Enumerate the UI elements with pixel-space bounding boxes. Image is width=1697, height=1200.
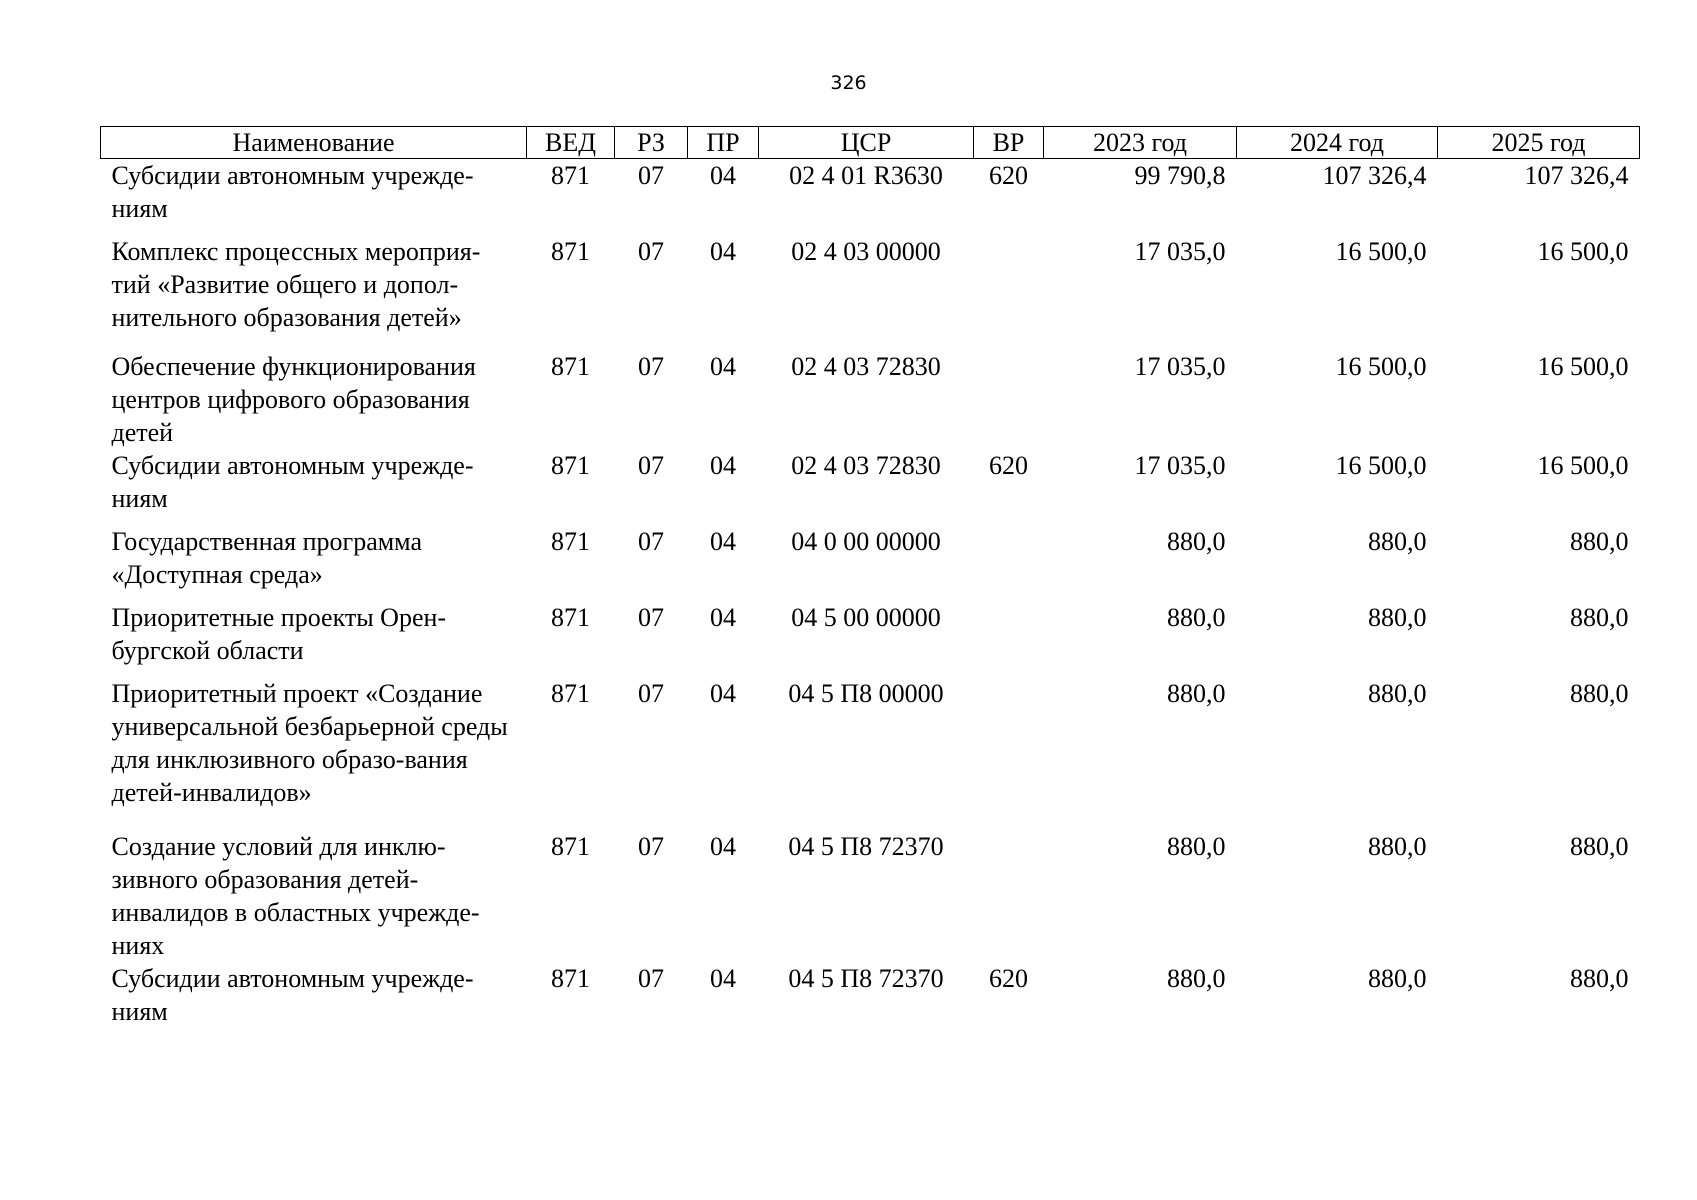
header-2024: 2024 год <box>1237 127 1438 159</box>
cell-2023: 17 035,0 <box>1134 237 1226 266</box>
cell-name: Субсидии автономным учрежде-ниям <box>111 451 474 513</box>
cell-name: Обеспечение функционирования центров цифрового образования детей <box>111 352 476 447</box>
cell-2025: 880,0 <box>1570 603 1629 632</box>
table-row <box>101 677 1640 830</box>
cell-rz: 07 <box>638 679 664 708</box>
cell-csr: 04 5 00 00000 <box>791 603 941 632</box>
cell-ved: 871 <box>551 603 590 632</box>
cell-name: Приоритетный проект «Создание универсальной безбарьерной среды для инклюзивного образо-вания детей-инвалидов» <box>111 679 508 807</box>
cell-rz: 07 <box>638 603 664 632</box>
cell-name: Субсидии автономным учрежде-ниям <box>111 161 474 223</box>
cell-name: Государственная программа «Доступная среда» <box>111 527 423 589</box>
cell-2025: 16 500,0 <box>1537 451 1629 480</box>
cell-2025: 16 500,0 <box>1537 352 1629 381</box>
header-pr: ПР <box>688 127 759 159</box>
table-row <box>101 235 1640 350</box>
cell-vr: 620 <box>989 451 1028 480</box>
header-row <box>101 127 1640 159</box>
cell-2025: 880,0 <box>1570 679 1629 708</box>
table-header <box>101 127 1640 159</box>
cell-csr: 04 5 П8 72370 <box>788 964 944 993</box>
cell-csr: 04 5 П8 00000 <box>788 679 944 708</box>
cell-2024: 16 500,0 <box>1335 237 1427 266</box>
cell-rz: 07 <box>638 161 664 190</box>
cell-vr: 620 <box>989 161 1028 190</box>
cell-2025: 880,0 <box>1570 527 1629 556</box>
cell-2025: 16 500,0 <box>1537 237 1629 266</box>
cell-2023: 880,0 <box>1167 603 1226 632</box>
cell-ved: 871 <box>551 832 590 861</box>
cell-pr: 04 <box>710 964 736 993</box>
cell-vr <box>974 525 1044 601</box>
cell-pr: 04 <box>710 832 736 861</box>
cell-2024: 880,0 <box>1368 964 1427 993</box>
cell-2025: 107 326,4 <box>1524 161 1629 190</box>
cell-2025: 880,0 <box>1570 832 1629 861</box>
cell-csr: 04 0 00 00000 <box>791 527 941 556</box>
page-number: 326 <box>830 72 867 94</box>
cell-2023: 880,0 <box>1167 527 1226 556</box>
cell-pr: 04 <box>710 352 736 381</box>
cell-vr <box>974 350 1044 449</box>
cell-rz: 07 <box>638 237 664 266</box>
cell-2023: 17 035,0 <box>1134 451 1226 480</box>
table-body <box>101 159 1640 1039</box>
cell-rz: 07 <box>638 352 664 381</box>
cell-csr: 02 4 03 00000 <box>791 237 941 266</box>
cell-ved: 871 <box>551 161 590 190</box>
cell-rz: 07 <box>638 832 664 861</box>
cell-pr: 04 <box>710 679 736 708</box>
cell-2023: 880,0 <box>1167 832 1226 861</box>
cell-csr: 04 5 П8 72370 <box>788 832 944 861</box>
cell-pr: 04 <box>710 603 736 632</box>
cell-rz: 07 <box>638 964 664 993</box>
header-rz: РЗ <box>615 127 688 159</box>
cell-2023: 99 790,8 <box>1134 161 1226 190</box>
table-row <box>101 350 1640 449</box>
cell-2024: 16 500,0 <box>1335 451 1427 480</box>
header-name: Наименование <box>101 127 527 159</box>
cell-pr: 04 <box>710 237 736 266</box>
cell-2024: 16 500,0 <box>1335 352 1427 381</box>
table-row <box>101 159 1640 236</box>
cell-ved: 871 <box>551 451 590 480</box>
cell-name: Приоритетные проекты Орен-бургской области <box>111 603 447 665</box>
header-ved: ВЕД <box>527 127 615 159</box>
cell-pr: 04 <box>710 161 736 190</box>
cell-2024: 880,0 <box>1368 527 1427 556</box>
table-row <box>101 601 1640 677</box>
table-row <box>101 962 1640 1038</box>
budget-table <box>100 126 1640 1038</box>
cell-csr: 02 4 03 72830 <box>791 451 941 480</box>
cell-ved: 871 <box>551 964 590 993</box>
header-csr: ЦСР <box>759 127 974 159</box>
cell-rz: 07 <box>638 451 664 480</box>
cell-name: Субсидии автономным учрежде-ниям <box>111 964 474 1026</box>
cell-vr <box>974 830 1044 962</box>
cell-ved: 871 <box>551 237 590 266</box>
cell-2024: 880,0 <box>1368 603 1427 632</box>
cell-name: Создание условий для инклю-зивного образования детей-инвалидов в областных учрежде-ниях <box>111 832 480 960</box>
cell-2023: 880,0 <box>1167 679 1226 708</box>
cell-2023: 17 035,0 <box>1134 352 1226 381</box>
table-row <box>101 449 1640 525</box>
header-vr: ВР <box>974 127 1044 159</box>
cell-2024: 880,0 <box>1368 832 1427 861</box>
cell-pr: 04 <box>710 451 736 480</box>
cell-vr <box>974 601 1044 677</box>
cell-2025: 880,0 <box>1570 964 1629 993</box>
cell-ved: 871 <box>551 352 590 381</box>
cell-vr: 620 <box>989 964 1028 993</box>
cell-rz: 07 <box>638 527 664 556</box>
cell-2023: 880,0 <box>1167 964 1226 993</box>
header-2023: 2023 год <box>1044 127 1237 159</box>
cell-ved: 871 <box>551 527 590 556</box>
cell-vr <box>974 235 1044 350</box>
cell-name: Комплекс процессных мероприя-тий «Развитие общего и допол-нительного образования детей» <box>111 237 481 332</box>
cell-csr: 02 4 01 R3630 <box>789 161 943 190</box>
cell-pr: 04 <box>710 527 736 556</box>
table-row <box>101 525 1640 601</box>
cell-ved: 871 <box>551 679 590 708</box>
cell-2024: 880,0 <box>1368 679 1427 708</box>
header-2025: 2025 год <box>1438 127 1640 159</box>
table-row <box>101 830 1640 962</box>
cell-csr: 02 4 03 72830 <box>791 352 941 381</box>
cell-2024: 107 326,4 <box>1322 161 1427 190</box>
cell-vr <box>974 677 1044 830</box>
